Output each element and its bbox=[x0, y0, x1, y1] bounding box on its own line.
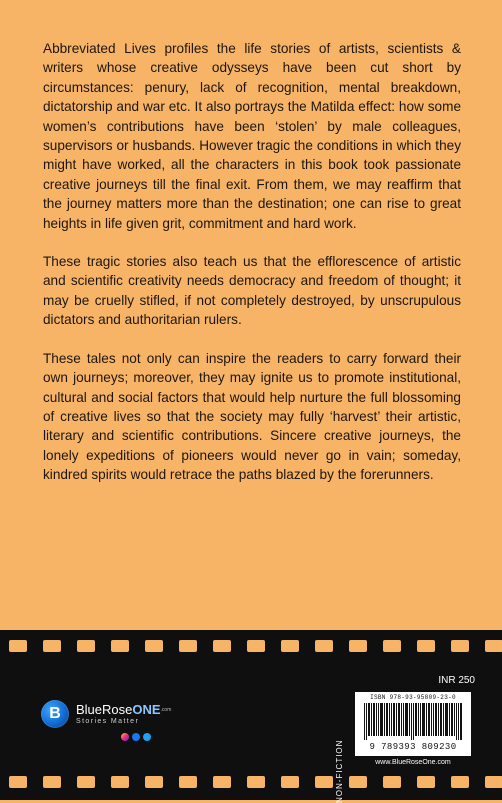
film-hole-top bbox=[383, 640, 401, 652]
film-hole-bottom bbox=[451, 776, 469, 788]
publisher-logo-letter: B bbox=[49, 705, 61, 722]
social-icons bbox=[121, 732, 151, 741]
instagram-icon bbox=[121, 733, 129, 741]
film-hole-bottom bbox=[349, 776, 367, 788]
film-strip-holes-top bbox=[0, 640, 502, 652]
publisher-logo-mark bbox=[41, 700, 69, 728]
film-hole-top bbox=[417, 640, 435, 652]
film-hole-bottom bbox=[111, 776, 129, 788]
facebook-icon bbox=[132, 733, 140, 741]
film-hole-top bbox=[485, 640, 502, 652]
film-hole-bottom bbox=[281, 776, 299, 788]
publisher-tagline: Stories Matter bbox=[76, 718, 140, 725]
book-meta bbox=[335, 675, 485, 803]
film-hole-top bbox=[451, 640, 469, 652]
film-hole-bottom bbox=[77, 776, 95, 788]
film-hole-bottom bbox=[9, 776, 27, 788]
film-hole-top bbox=[247, 640, 265, 652]
price-label: INR 250 bbox=[438, 675, 475, 686]
barcode-box bbox=[355, 692, 471, 756]
film-hole-top bbox=[77, 640, 95, 652]
blurb-paragraph-3: These tales not only can inspire the readers to carry forward their own journeys; moreover, they may ignite us to promote institutional, cultural and social factors that would help nurture the full blossoming of creative lives so that the society may fully ‘harvest’ their artistic, literary and scientific contributions. Sincere creative journeys, the lonely expeditions of pioneers would never go in vain; someday, kindred spirits would retrace the paths blazed by the forerunners. bbox=[43, 350, 461, 483]
publisher-logo bbox=[41, 700, 191, 760]
publisher-small-mark: .com bbox=[160, 707, 172, 713]
publisher-name-suffix: ONE bbox=[132, 702, 161, 717]
genre-label: NON-FICTION bbox=[335, 739, 344, 803]
film-hole-top bbox=[9, 640, 27, 652]
film-hole-bottom bbox=[145, 776, 163, 788]
website-label: www.BlueRoseOne.com bbox=[375, 759, 451, 766]
barcode-digits: 9 789393 809230 bbox=[369, 742, 457, 752]
film-hole-bottom bbox=[247, 776, 265, 788]
film-strip-holes-bottom bbox=[0, 776, 502, 788]
film-hole-bottom bbox=[485, 776, 502, 788]
twitter-icon bbox=[143, 733, 151, 741]
film-hole-bottom bbox=[383, 776, 401, 788]
film-hole-top bbox=[145, 640, 163, 652]
film-hole-top bbox=[111, 640, 129, 652]
blurb-paragraph-2: These tragic stories also teach us that the efflorescence of artistic and scientific creativity needs democracy and freedom of thought; it may be cruelly stifled, if not completely destroyed, by unscrupulous dictators and authoritarian rulers. bbox=[43, 254, 461, 328]
film-hole-bottom bbox=[179, 776, 197, 788]
film-hole-top bbox=[213, 640, 231, 652]
film-hole-top bbox=[179, 640, 197, 652]
film-hole-top bbox=[315, 640, 333, 652]
film-hole-top bbox=[349, 640, 367, 652]
film-hole-bottom bbox=[43, 776, 61, 788]
film-hole-bottom bbox=[213, 776, 231, 788]
film-hole-top bbox=[281, 640, 299, 652]
publisher-name-prefix: BlueRose bbox=[76, 702, 133, 717]
isbn-label: ISBN 978-93-95809-23-0 bbox=[370, 694, 456, 701]
film-hole-bottom bbox=[417, 776, 435, 788]
blurb-paragraph-1: Abbreviated Lives profiles the life stories of artists, scientists & writers whose creative odysseys have been cut short by circumstances: penury, lack of recognition, mental breakdown, dictatorship and war etc. It also portrays the Matilda effect: how some women’s contributions have been ‘stolen’ by male colleagues, supervisors or husbands. However tragic the conditions in which they might have worked, all the characters in this book took passionate creative journeys till the final exit. From them, we may reaffirm that the journey matters more than the destination; one can rise to great heights in life given grit, commitment and hard work. bbox=[43, 41, 461, 231]
film-strip-band bbox=[0, 630, 502, 803]
film-hole-bottom bbox=[315, 776, 333, 788]
film-hole-top bbox=[43, 640, 61, 652]
barcode-icon bbox=[364, 703, 462, 740]
publisher-name bbox=[76, 703, 171, 717]
blurb-text bbox=[43, 39, 461, 504]
